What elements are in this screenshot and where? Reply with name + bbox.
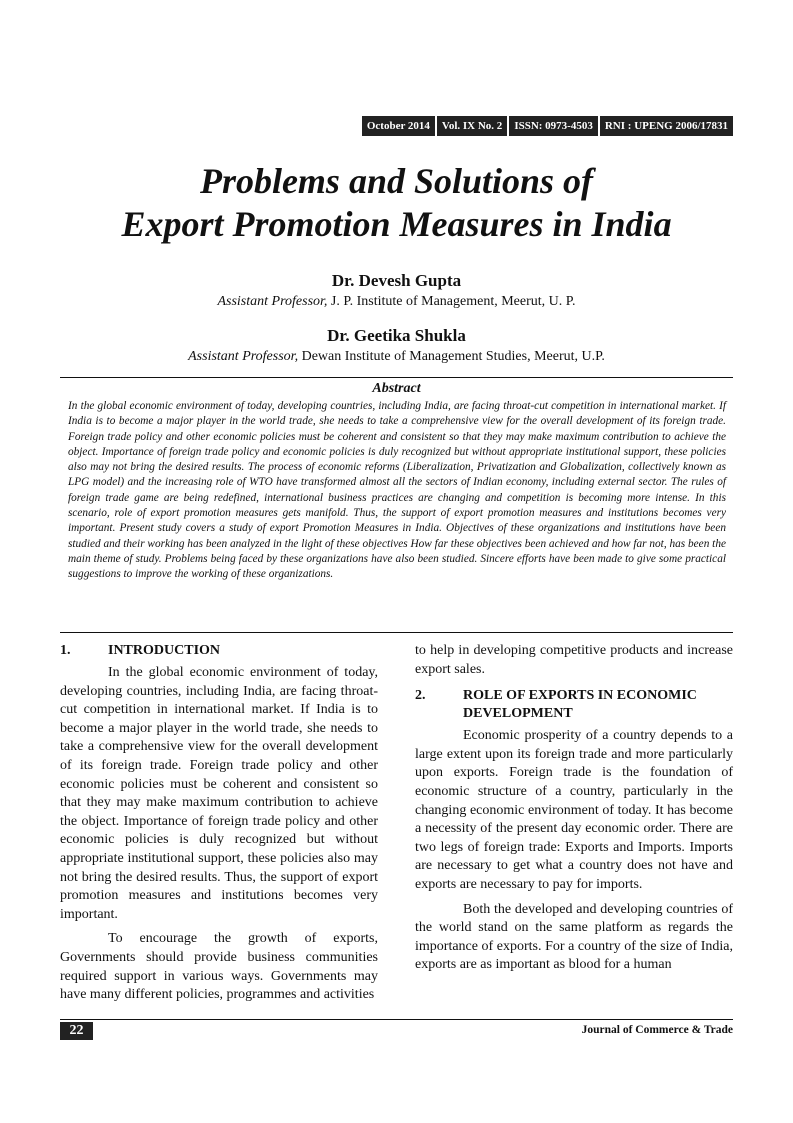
abstract-text: In the global economic environment of today, developing countries, including India, are facing throat-cut competition in international market. If India is to become a major player in the world trade, she needs to take a comprehensive view for the overall development of its foreign trade. Foreign trade policy and other economic policies must be coherent and consistent so that they may make maximum contribution to achieve the object. Importance of foreign trade policy and economic policies is duly recognized but without appropriate institutional support, these policies also may not bring the desired results. The process of economic reforms (Liberalization, Privatization and Globalization, collectively known as LPG model) and the increasing role of WTO have transformed almost all the sectors of Indian economy, including external sector. The rules of foreign trade game are being redefined, international business practices are changing and competition is becoming more intense. In this scenario, role of export promotion measures gets manifold. Thus, the support of export promotion measures and institutions becomes very important. Present study covers a study of export Promotion Measures in India. Objectives of these organizations and institutions have been studied and their working has been analyzed in the light of these objectives How far these objectives been achieved and how far not, has been the main theme of study. Problems being faced by these organizations have also been studied. Sincere efforts have been made to give some practical suggestions to improve the working of these organizations.: [68, 400, 726, 581]
paper-title: [60, 160, 733, 246]
page-number: 22: [60, 1022, 93, 1040]
author-2-affiliation: [60, 348, 733, 365]
issue-date-badge: October 2014: [362, 116, 435, 136]
author-1-institution: J. P. Institute of Management, Meerut, U. P.: [327, 294, 576, 309]
volume-badge: Vol. IX No. 2: [437, 116, 507, 136]
issue-info-bar: [362, 116, 733, 136]
author-2-institution: Dewan Institute of Management Studies, Meerut, U.P.: [298, 349, 605, 364]
section-title: INTRODUCTION: [108, 643, 221, 658]
title-line-2: Export Promotion Measures in India: [121, 204, 672, 244]
issn-badge: ISSN: 0973-4503: [509, 116, 598, 136]
left-column: [60, 642, 378, 1005]
abstract-heading: Abstract: [372, 381, 421, 396]
section-number: 1.: [60, 643, 71, 658]
section-heading-role-of-exports: [415, 687, 733, 723]
author-1-name: Dr. Devesh Gupta: [331, 271, 462, 290]
section-number: 2.: [415, 688, 426, 704]
journal-name: Journal of Commerce & Trade: [581, 1024, 733, 1036]
title-line-1: Problems and Solutions of: [199, 161, 594, 201]
right-column: [415, 642, 733, 975]
author-2-role: Assistant Professor,: [188, 349, 299, 364]
footer-rule: [60, 1019, 733, 1020]
intro-paragraph-1: In the global economic environment of today, developing countries, including India, are facing throat-cut competition in international market. If India is to become a major player in the world trade, she needs to take a comprehensive view for the overall development of its foreign trade. Foreign trade policy and other economic policies must be coherent and consistent so that they may make maximum contribution to achieve the object. Importance of foreign trade policy and other economic policies is duly recognized but without appropriate institutional support, these policies also may not bring the desired results. Thus, the support of export promotion measures and institutions becomes very important.: [60, 665, 378, 922]
abstract-bottom-rule: [60, 632, 733, 633]
section-title: ROLE OF EXPORTS IN ECONOMIC DEVELOPMENT: [463, 688, 697, 722]
intro-paragraph-2-continued: to help in developing competitive products and increase export sales.: [415, 643, 733, 677]
author-1-affiliation: [60, 293, 733, 310]
rni-badge: RNI : UPENG 2006/17831: [600, 116, 733, 136]
abstract-top-rule: [60, 377, 733, 378]
author-1-role: Assistant Professor,: [217, 294, 328, 309]
role-paragraph-1: Economic prosperity of a country depends to a large extent upon its foreign trade and more particularly upon exports. Foreign trade is the foundation of economic structure of a country, particularly in the changing economic environment of today. It has become a necessity of the present day economic order. There are two legs of foreign trade: Exports and Imports. Imports are necessary to get what a country does not have and exports are necessary to pay for imports.: [415, 728, 733, 892]
role-paragraph-2: Both the developed and developing countries of the world stand on the same platform as regards the importance of exports. For a country of the size of India, exports are as important as blood for a human: [415, 901, 733, 973]
author-2-name: Dr. Geetika Shukla: [327, 326, 466, 345]
intro-paragraph-2: To encourage the growth of exports, Governments should provide business communities required support in various ways. Governments may have many different policies, programmes and activities: [60, 931, 378, 1003]
section-heading-introduction: [60, 642, 378, 660]
